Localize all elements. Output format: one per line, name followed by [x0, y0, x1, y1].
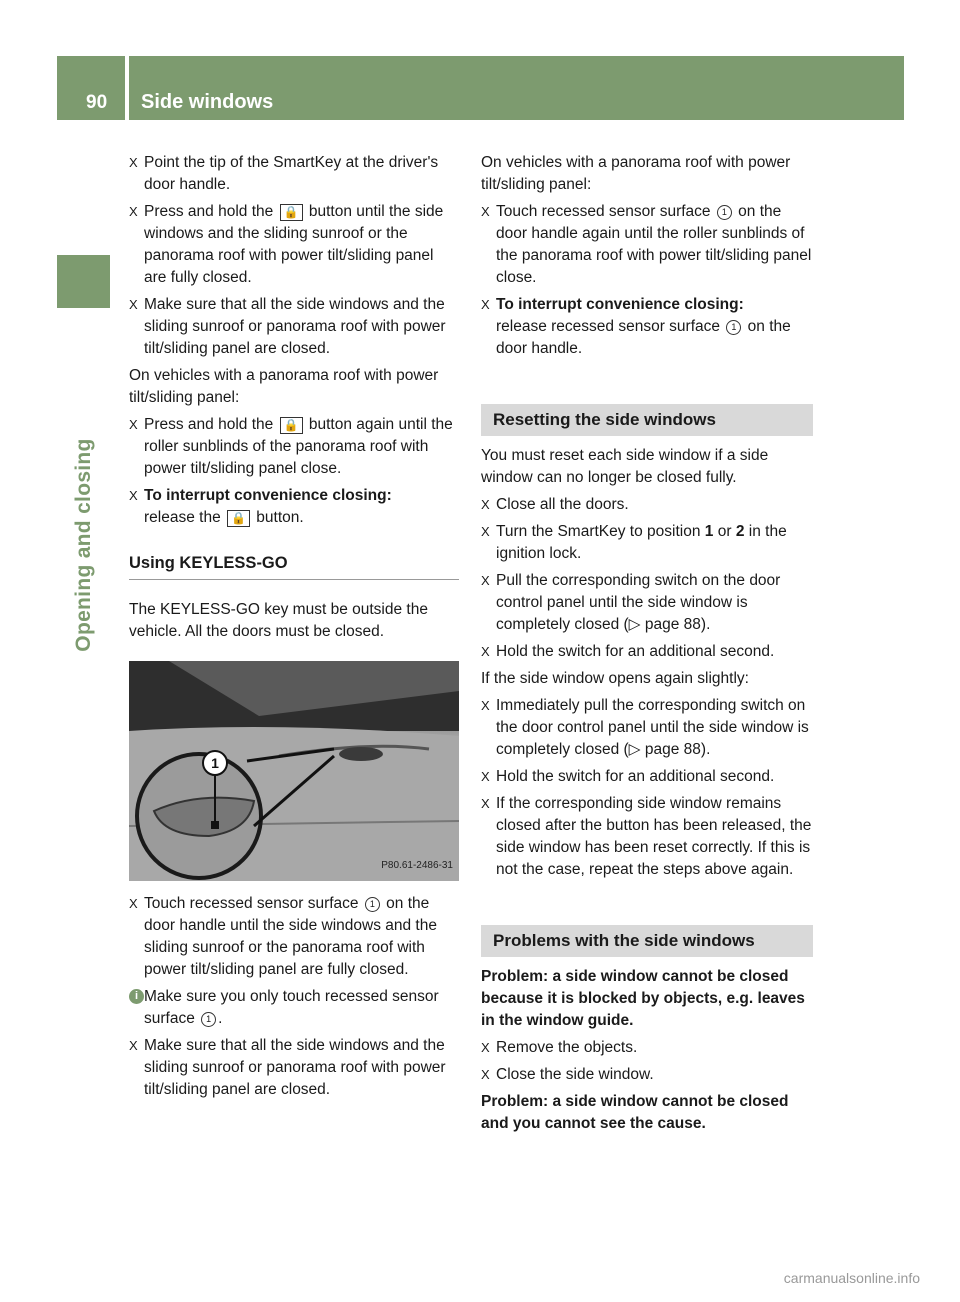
step-press-hold-again: X Press and hold the 🔒 button again until the roller sunblinds of the panorama roof with power tilt/sliding panel close. — [129, 416, 453, 477]
problem-2: Problem: a side window cannot be closed and you cannot see the cause. — [481, 1093, 789, 1132]
watermark: carmanualsonline.info — [783, 1270, 920, 1286]
step-make-sure-closed: X Make sure that all the side windows and the sliding sunroof or panorama roof with power tilt/sliding panel are closed. — [129, 296, 446, 357]
step-arrow-icon: X — [481, 573, 490, 588]
keyless-go-text: The KEYLESS-GO key must be outside the vehicle. All the doors must be closed. — [129, 601, 428, 640]
step-arrow-icon: X — [481, 524, 490, 539]
step-immediately-pull: X Immediately pull the corresponding switch on the door control panel until the side window is completely closed (▷ page 88). — [481, 697, 809, 758]
step-hold-switch-2: X Hold the switch for an additional second. — [481, 766, 813, 788]
step-arrow-icon: X — [481, 644, 490, 659]
step-close-doors: X Close all the doors. — [481, 494, 813, 516]
resetting-intro: You must reset each side window if a side window can no longer be closed fully. — [481, 447, 769, 486]
problems-heading: Problems with the side windows — [481, 925, 813, 957]
step-arrow-icon: X — [481, 796, 490, 811]
side-tab-marker — [57, 255, 110, 308]
step-press-hold: X Press and hold the 🔒 button until the side windows and the sliding sunroof or the panorama roof with power tilt/sliding panel are fully closed. — [129, 203, 444, 286]
step-arrow-icon: X — [481, 497, 490, 512]
problem-1: Problem: a side window cannot be closed because it is blocked by objects, e.g. leaves in the window guide. — [481, 968, 805, 1029]
page-title: Side windows — [141, 91, 274, 113]
step-arrow-icon: X — [129, 488, 138, 503]
circled-one-icon: 1 — [201, 1012, 216, 1027]
step-arrow-icon: X — [129, 204, 138, 219]
panorama-intro: On vehicles with a panorama roof with power tilt/sliding panel: — [129, 367, 439, 406]
page-number: 90 — [86, 92, 108, 113]
step-interrupt-right: X To interrupt convenience closing: release recessed sensor surface 1 on the door handle. — [481, 296, 791, 357]
info-icon: i — [129, 989, 144, 1004]
step-make-sure-closed-2: X Make sure that all the side windows and the sliding sunroof or panorama roof with power tilt/sliding panel are closed. — [129, 1037, 446, 1098]
resetting-heading: Resetting the side windows — [481, 404, 813, 436]
door-handle-illustration — [129, 661, 459, 881]
step-arrow-icon: X — [481, 1040, 490, 1055]
step-turn-key: X Turn the SmartKey to position 1 or 2 in the ignition lock. — [481, 523, 787, 562]
circled-one-icon: 1 — [365, 897, 380, 912]
step-pull-switch: X Pull the corresponding switch on the door control panel until the side window is completely closed (▷ page 88). — [481, 572, 781, 633]
step-arrow-icon: X — [481, 297, 490, 312]
interrupt-heading-right: To interrupt convenience closing: — [496, 296, 744, 313]
step-arrow-icon: X — [129, 155, 138, 170]
image-caption: P80.61-2486-31 — [381, 860, 453, 871]
step-remove-objects: X Remove the objects. — [481, 1037, 813, 1059]
circled-one-icon: 1 — [717, 205, 732, 220]
step-arrow-icon: X — [129, 417, 138, 432]
step-arrow-icon: X — [129, 896, 138, 911]
door-handle-image — [129, 661, 459, 881]
step-arrow-icon: X — [481, 698, 490, 713]
info-note: i Make sure you only touch recessed sensor surface 1 . — [129, 986, 459, 1030]
lock-icon: 🔒 — [280, 417, 303, 434]
step-point-smartkey: X Point the tip of the SmartKey at the driver's door handle. — [129, 154, 439, 193]
keyless-go-heading: Using KEYLESS-GO — [129, 552, 459, 580]
opens-again-text: If the side window opens again slightly: — [481, 670, 749, 687]
image-marker-1: 1 — [211, 755, 219, 771]
step-arrow-icon: X — [129, 297, 138, 312]
step-touch-again: X Touch recessed sensor surface 1 on the door handle again until the roller sunblinds of the panorama roof with power tilt/sliding panel close. — [481, 203, 812, 286]
step-hold-switch: X Hold the switch for an additional second. — [481, 641, 813, 663]
interrupt-heading: To interrupt convenience closing: — [144, 487, 392, 504]
step-close-window: X Close the side window. — [481, 1064, 813, 1086]
right-column — [481, 152, 813, 1140]
step-arrow-icon: X — [481, 204, 490, 219]
step-interrupt: X To interrupt convenience closing: release the 🔒 button. — [129, 487, 392, 526]
step-if-remains: X If the corresponding side window remains closed after the button has been released, the side window has been reset correctly. If this is not the case, repeat the steps above again. — [481, 795, 812, 878]
step-arrow-icon: X — [129, 1038, 138, 1053]
left-column — [129, 152, 459, 1106]
lock-icon: 🔒 — [280, 204, 303, 221]
step-arrow-icon: X — [481, 1067, 490, 1082]
page-header-bar — [129, 56, 904, 120]
circled-one-icon: 1 — [726, 320, 741, 335]
side-tab-label: Opening and closing — [72, 438, 95, 652]
page-number-block — [57, 56, 125, 120]
step-arrow-icon: X — [481, 769, 490, 784]
step-touch-sensor: X Touch recessed sensor surface 1 on the door handle until the side windows and the sliding sunroof or the panorama roof with power tilt/sliding panel are fully closed. — [129, 895, 437, 978]
lock-icon: 🔒 — [227, 510, 250, 527]
panorama-intro-right: On vehicles with a panorama roof with power tilt/sliding panel: — [481, 154, 791, 193]
